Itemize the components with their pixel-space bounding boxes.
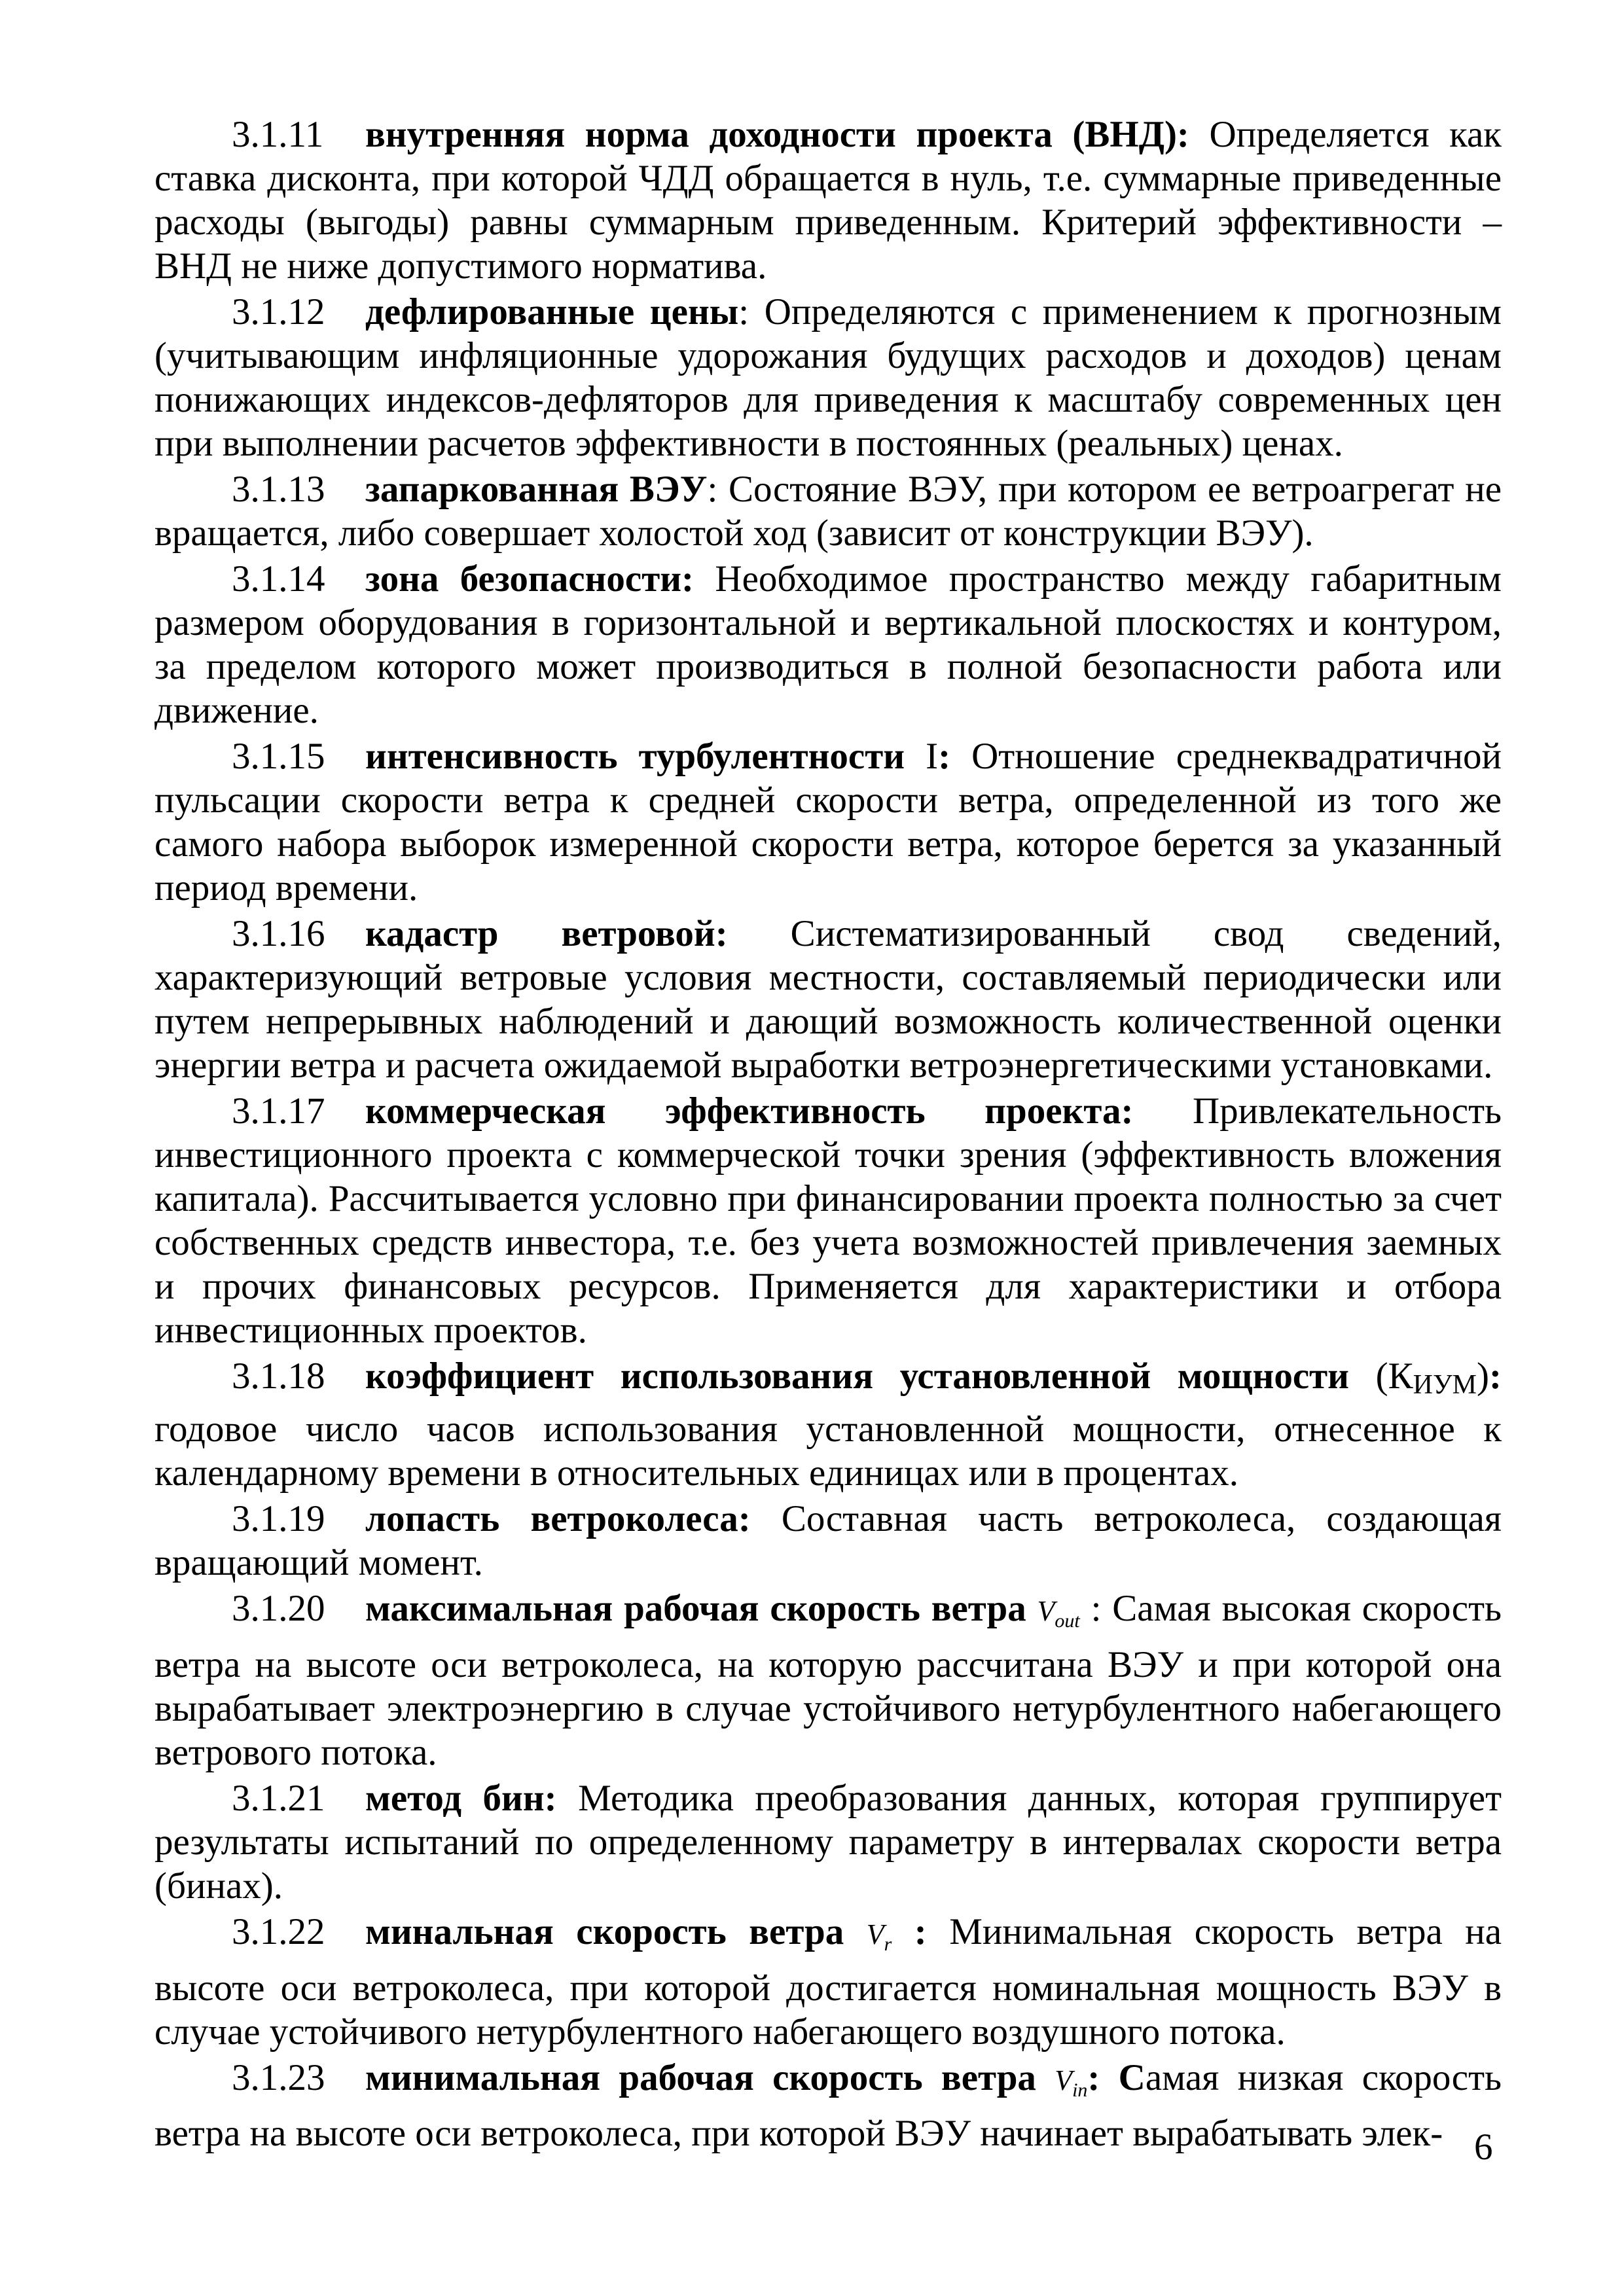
symbol-subscript: ИУМ	[1413, 1370, 1477, 1400]
term-separator: :	[1489, 1355, 1502, 1397]
definition-text: Систематизированный свод сведений, характеризующий ветровые условия местности, составляемый периодически или путем непрерывных наблюдений и дающий возможность количественной оценки энергии ветра и расчета ожидаемой выработки ветроэнергетическими установками.	[154, 913, 1502, 1086]
clause-number: 3.1.12	[232, 291, 325, 332]
term: зона безопасности:	[365, 558, 695, 600]
definition-3-1-17	[154, 1089, 1502, 1352]
term: кадастр ветровой:	[365, 913, 728, 954]
clause-number: 3.1.19	[232, 1498, 325, 1539]
term: внутренняя норма доходности проекта (ВНД):	[365, 114, 1189, 155]
definition-3-1-14	[154, 557, 1502, 732]
definition-3-1-15	[154, 734, 1502, 910]
term-separator: :	[892, 1910, 927, 1952]
term: дефлированные цены	[365, 291, 739, 332]
term-separator: : С	[1087, 2056, 1146, 2098]
definition-3-1-12	[154, 290, 1502, 465]
term: запаркованная ВЭУ	[365, 469, 708, 510]
clause-number: 3.1.21	[232, 1777, 325, 1819]
page-number: 6	[1474, 2126, 1493, 2168]
definition-3-1-13	[154, 467, 1502, 555]
symbol-subscript: out	[1055, 1609, 1080, 1632]
term: интенсивность турбулентности	[365, 736, 905, 777]
clause-number: 3.1.22	[232, 1910, 325, 1952]
definition-text: амая низкая скорость ветра на высоте оси ветроколеса, при которой ВЭУ начинает вырабатывать элек-	[154, 2056, 1502, 2155]
definition-text: Привлекательность инвестиционного проекта с коммерческой точки зрения (эффективность вложения капитала). Рассчитывается условно при финансировании проекта полностью за счет собственных средств инвестора, т.е. без учета возможностей привлечения заемных и прочих финансовых ресурсов. Применяется для характеристики и отбора инвестиционных проектов.	[154, 1090, 1502, 1351]
symbol-base: V	[1055, 2064, 1073, 2096]
symbol: (К	[1348, 1355, 1413, 1397]
clause-number: 3.1.15	[232, 736, 325, 777]
definition-text: Самая высокая скорость ветра на высоте оси ветроколеса, на которую рассчитана ВЭУ и при которой она вырабатывает электроэнергию в случае устойчивого нетурбулентного набегающего ветрового потока.	[154, 1588, 1502, 1773]
definition-text: Составная часть ветроколеса, создающая вращающий момент.	[154, 1498, 1502, 1583]
symbol-close: )	[1477, 1355, 1490, 1397]
symbol-subscript: in	[1072, 2079, 1088, 2101]
symbol	[866, 1918, 892, 1955]
definition-3-1-20	[154, 1587, 1502, 1774]
definition-text: Отношение среднеквадратичной пульсации скорости ветра к средней скорости ветра, определенной из того же самого набора выборок измеренной скорости ветра, которое берется за указанный период времени.	[154, 736, 1502, 908]
definition-3-1-19	[154, 1497, 1502, 1585]
definition-text: Минимальная скорость ветра на высоте оси ветроколеса, при которой достигается номинальная мощность ВЭУ в случае устойчивого нетурбулентного набегающего воздушного потока.	[154, 1910, 1502, 2053]
term-separator: :	[1079, 1588, 1102, 1629]
clause-number: 3.1.20	[232, 1588, 325, 1629]
clause-number: 3.1.18	[232, 1355, 325, 1397]
term: коммерческая эффективность проекта:	[365, 1090, 1134, 1132]
symbol: I	[926, 736, 939, 777]
definition-3-1-23	[154, 2056, 1502, 2156]
term: минальная скорость ветра	[365, 1910, 844, 1952]
definition-text: годовое число часов использования установленной мощности, отнесенное к календарному времени в относительных единицах или в процентах.	[154, 1408, 1502, 1494]
symbol-subscript: r	[884, 1933, 892, 1955]
definition-text: Методика преобразования данных, которая группирует результаты испытаний по определенному параметру в интервалах скорости ветра (бинах).	[154, 1777, 1502, 1907]
term: минимальная рабочая скорость ветра	[365, 2056, 1036, 2098]
definition-3-1-18	[154, 1354, 1502, 1495]
symbol	[1037, 1595, 1080, 1632]
term-separator: :	[938, 736, 951, 777]
definition-text: Необходимое пространство между габаритным размером оборудования в горизонтальной и вертикальной плоскостях и контуром, за пределом которого может производиться в полной безопасности работа или движение.	[154, 558, 1502, 731]
clause-number: 3.1.14	[232, 558, 325, 600]
document-body	[154, 113, 1502, 2157]
definition-text: Определяется как ставка дисконта, при которой ЧДД обращается в нуль, т.е. суммарные приведенные расходы (выгоды) равны суммарным приведенным. Критерий эффективности – ВНД не ниже допустимого норматива.	[154, 114, 1502, 287]
definition-3-1-16	[154, 912, 1502, 1087]
clause-number: 3.1.17	[232, 1090, 325, 1132]
clause-number: 3.1.23	[232, 2056, 325, 2098]
term: коэффициент использования установленной мощности	[365, 1355, 1349, 1397]
term: метод бин:	[365, 1777, 557, 1819]
symbol	[1055, 2064, 1088, 2101]
clause-number: 3.1.16	[232, 913, 325, 954]
definition-3-1-21	[154, 1776, 1502, 1908]
clause-number: 3.1.11	[232, 114, 324, 155]
symbol-base: V	[1037, 1595, 1055, 1627]
term: лопасть ветроколеса:	[365, 1498, 751, 1539]
definition-text: : Определяются с применением к прогнозным (учитывающим инфляционные удорожания будущих расходов и доходов) ценам понижающих индексов-дефляторов для приведения к масштабу современных цен при выполнении расчетов эффективности в постоянных (реальных) ценах.	[154, 291, 1502, 464]
clause-number: 3.1.13	[232, 469, 325, 510]
term: максимальная рабочая скорость ветра	[365, 1588, 1026, 1629]
definition-text: : Состояние ВЭУ, при котором ее ветроагрегат не вращается, либо совершает холостой ход (зависит от конструкции ВЭУ).	[154, 469, 1502, 554]
symbol-base: V	[866, 1918, 884, 1950]
definition-3-1-11	[154, 113, 1502, 288]
definition-3-1-22	[154, 1910, 1502, 2054]
